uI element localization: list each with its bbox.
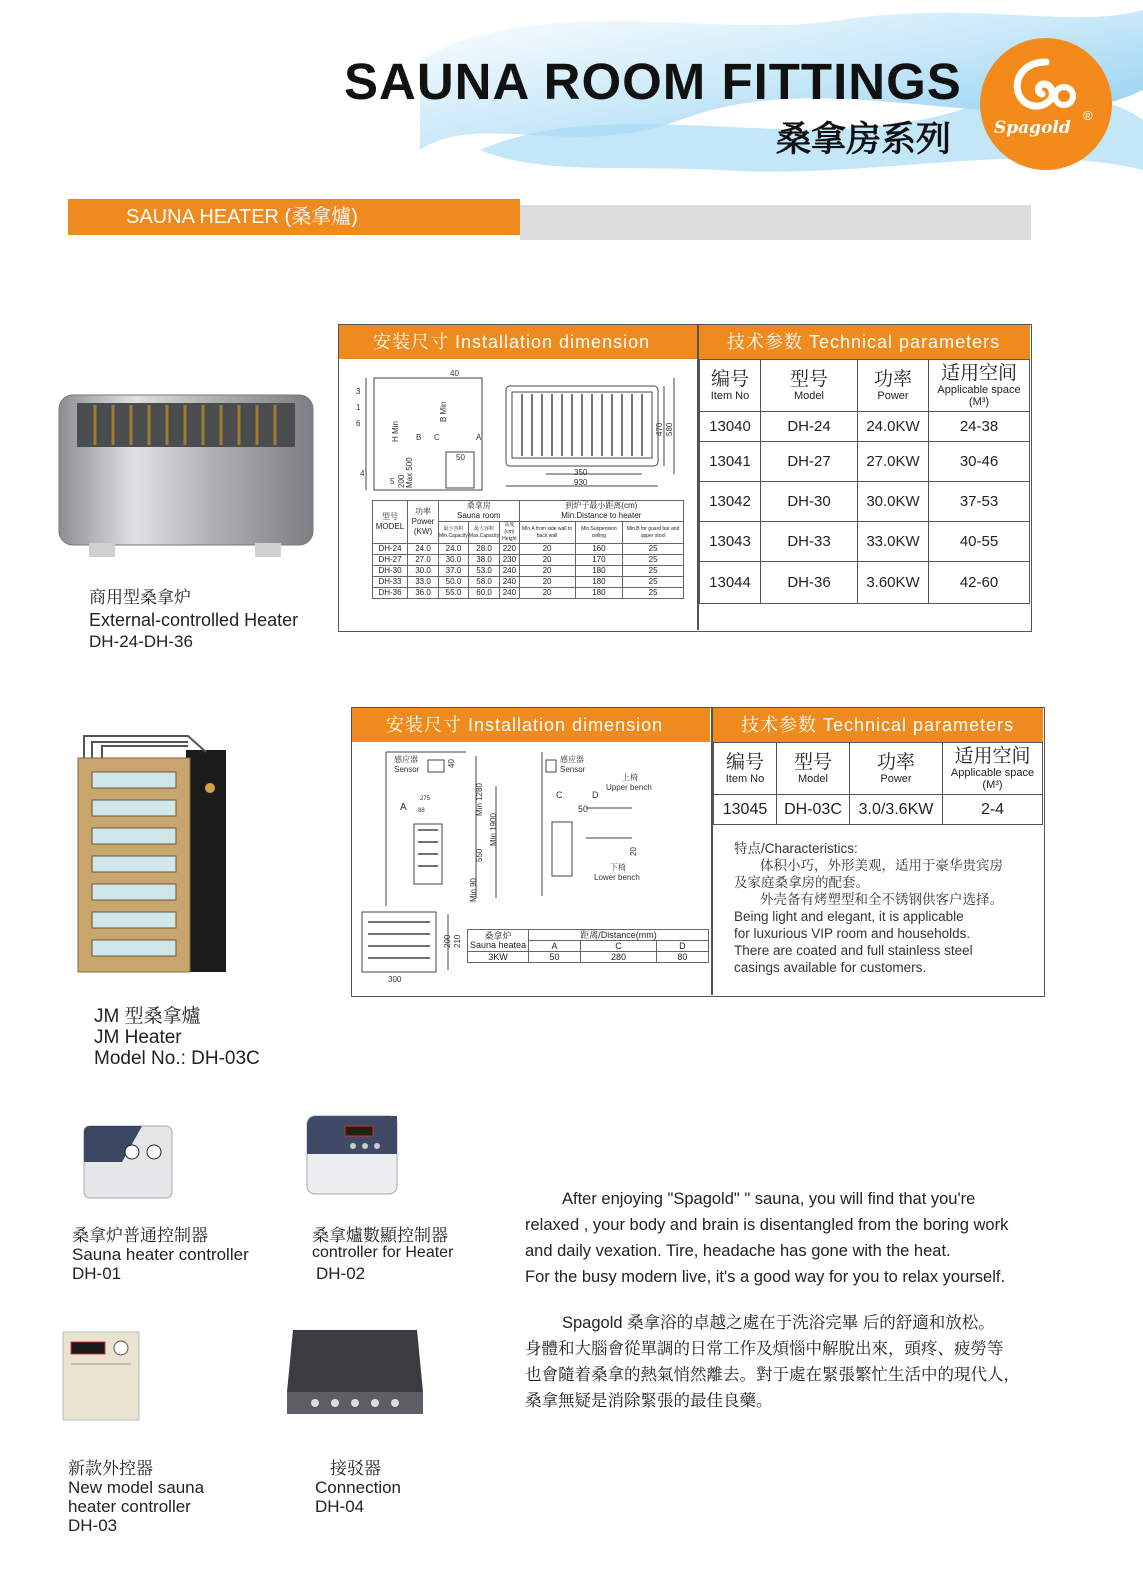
external-heater-image (55, 385, 317, 560)
p2-label-min90: Min 90 (469, 877, 478, 902)
product1-installation-drawing (346, 364, 692, 496)
connector-dh04-image (285, 1322, 425, 1418)
drawing-label-1: 1 (356, 403, 361, 412)
p2-label-c: C (556, 790, 563, 800)
product1-install-header: 安装尺寸 Installation dimension (339, 325, 697, 359)
drawing-label-h-min: H Min (391, 421, 400, 442)
dim-h-maxcap-en: Max.Capacity (468, 532, 500, 539)
table-row: 3KW 50 280 80 (468, 952, 709, 963)
controller3-cn: 新款外控器 (68, 1459, 153, 1478)
p2-label-88: 88 (418, 808, 425, 814)
controller4-en: Connection (315, 1478, 402, 1497)
dim-h-b: Min.Suspension ceiling (575, 522, 623, 544)
dim-h-dist-en: Min.Distance to heater (561, 511, 642, 520)
description-chinese: Spagold 桑拿浴的卓越之處在于洗浴完畢 后的舒適和放松。 身體和大腦會從單調的日常工作及煩惱中解脫出來，頭疼、疲勞等 也會隨着桑拿的熱氣悄然離去。對于處在緊張繁忙生活中的現代人， 桑拿無疑是消除緊張的最佳良藥。 (525, 1314, 1020, 1410)
characteristics-title: 特点/Characteristics: (734, 841, 858, 856)
p2-label-40: 40 (447, 759, 456, 768)
table-row: 13044 DH-36 3.60KW 42-60 (700, 562, 1030, 604)
p2-label-min1900: Min 1900 (489, 813, 498, 846)
controller3-model: DH-03 (68, 1516, 118, 1535)
drawing-label-580: 580 (665, 422, 674, 436)
table-row: 13042 DH-30 30.0KW 37-53 (700, 482, 1030, 522)
table-row: DH-33 33.0 50.0 58.0 240 20 180 25 (373, 577, 684, 588)
drawing-label-5: 5 (390, 477, 395, 486)
table-row: 13045 DH-03C 3.0/3.6KW 2-4 (714, 795, 1043, 825)
drawing-label-350: 350 (574, 468, 588, 477)
p2-upper-cn: 上椅 (622, 773, 638, 782)
product2-distance-table: 桑拿炉 Sauna heatea 距离/Distance(mm) A C D 3KW 50 280 80 (467, 929, 709, 963)
p2-h-heater-cn: 桑拿炉 (484, 930, 512, 941)
dim-h-model-cn: 型号 (382, 512, 398, 521)
product1-tech-table: 编号 Item No 型号 Model 功率 Power 适用空间 Applicable space (M³) 13040 DH-24 24.0KW 24-38 13041 DH-27 27.0KW 30-46 13042 DH-30 30.0KW 37-53 13043 DH-33 33.0KW 40-55 13044 DH-36 3.60KW 42-60 (699, 359, 1030, 604)
drawing-label-max: Max 500 (405, 457, 414, 488)
controller3-en2: heater controller (68, 1497, 191, 1516)
p2-label-d: D (592, 790, 599, 800)
drawing-label-40: 40 (450, 369, 459, 378)
p2-sensor-cn: 感应器 (394, 755, 418, 764)
controller2-model: DH-02 (316, 1264, 366, 1283)
drawing-label-200: 200 (397, 474, 406, 488)
controller-dh03-image (61, 1330, 141, 1422)
p2-label-210: 210 (453, 934, 462, 948)
product1-dimension-table (372, 500, 684, 599)
product1-cn-name: 商用型桑拿炉 (89, 588, 191, 607)
table-row: 13041 DH-27 27.0KW 30-46 (700, 442, 1030, 482)
product2-tech-table: 编号 Item No 型号 Model 功率 Power 适用空间 Applicable space (M³) 13045 DH-03C 3.0/3.6KW 2-4 (713, 742, 1043, 825)
controller2-en: controller for Heater (312, 1244, 454, 1261)
p2-label-20: 20 (629, 847, 638, 856)
controller1-en: Sauna heater controller (72, 1245, 249, 1264)
p2-label-200: 200 (443, 934, 452, 948)
description-english: After enjoying "Spagold" " sauna, you will find that you're relaxed , your body and brain is disentangled from the boring work and daily vexation. Tire, headache has gone with the heat. For the busy modern live, it's a good way for you to relax yourself. (525, 1190, 1009, 1286)
drawing-label-4: 4 (360, 469, 365, 478)
p2-label-275: 275 (420, 796, 431, 802)
dim-h-a: Min.A from side wall to back wall (519, 522, 575, 544)
p2-h-distance: 距离/Distance(mm) (529, 930, 709, 941)
table-row: DH-27 27.0 30.0 38.0 230 20 170 25 (373, 555, 684, 566)
dim-h-model-en: MODEL (375, 522, 405, 531)
product1-tech-header: 技术参数 Technical parameters (699, 325, 1030, 359)
section-title-band: SAUNA HEATER (桑拿爐) (68, 199, 520, 235)
section-band-gray (520, 205, 1031, 240)
controller3-en1: New model sauna (68, 1478, 205, 1497)
table-row: DH-36 36.0 55.0 60.0 240 20 180 25 (373, 588, 684, 599)
spagold-logo (980, 38, 1112, 170)
p2-label-50: 50 (578, 804, 589, 814)
dim-h-power-cn: 功率 (415, 507, 431, 516)
controller-dh02-image (305, 1114, 399, 1196)
drawing-label-930: 930 (574, 478, 588, 487)
controller-dh01-image (82, 1122, 174, 1202)
table-row: 13040 DH-24 24.0KW 24-38 (700, 412, 1030, 442)
drawing-label-3: 3 (356, 387, 361, 396)
product1-en-name: External-controlled Heater (89, 610, 299, 630)
table-row: DH-24 24.0 24.0 28.0 220 20 160 25 (373, 544, 684, 555)
page-subtitle-cn: 桑拿房系列 (776, 120, 952, 159)
controller4-cn: 接驳器 (330, 1459, 381, 1478)
controller1-model: DH-01 (72, 1264, 122, 1283)
dim-h-c: Min.B for guard bar and upper stool (623, 522, 684, 544)
p2-label-a: A (400, 802, 407, 813)
p2-h-heater-en: Sauna heatea (469, 939, 527, 950)
table-row: 13043 DH-33 33.0KW 40-55 (700, 522, 1030, 562)
product2-cn-name: JM 型桑拿爐 (94, 1006, 201, 1027)
dim-h-mincap-en: Min.Capacity (439, 532, 468, 539)
drawing-label-50: 50 (456, 453, 465, 462)
dim-h-height-en: Height (502, 536, 517, 542)
dim-h-height-cn: 高度(cm) (504, 522, 515, 535)
controller2-cn: 桑拿爐數顯控制器 (312, 1226, 448, 1245)
product2-install-header: 安装尺寸 Installation dimension (352, 708, 710, 742)
product2-model: Model No.: DH-03C (94, 1048, 260, 1069)
dim-h-power-en: Power (411, 517, 435, 526)
drawing-label-470: 470 (655, 422, 664, 436)
dim-h-power-unit: (KW) (413, 527, 433, 536)
logo-brand-text: Spagold (994, 118, 1071, 138)
p2-upper-en: Upper bench (606, 783, 652, 792)
product2-characteristics: 特点/Characteristics: 体积小巧，外形美观，适用于豪华贵宾房 及家庭桑拿房的配套。 外壳备有烤塑型和全不锈钢供客户选择。 Being light and elegant, it is applicable for luxurious VIP room and households. There are coated and full stainless steel casings available for customers. (734, 840, 1034, 976)
p2-sensor2-cn: 感应器 (560, 755, 584, 764)
product2-en-name: JM Heater (94, 1027, 182, 1048)
dim-h-maxcap-cn: 最大容积 (474, 525, 495, 532)
product2-tech-header: 技术参数 Technical parameters (713, 708, 1043, 742)
drawing-label-6: 6 (356, 419, 361, 428)
drawing-label-b-min: B Min (439, 401, 448, 422)
dim-h-room-cn: 桑拿房 (466, 501, 491, 510)
logo-registered-mark: ® (1083, 108, 1093, 123)
p2-lower-cn: 下椅 (610, 863, 626, 872)
jm-heater-image (76, 728, 228, 974)
logo-swirl-icon (1008, 56, 1084, 116)
p2-lower-en: Lower bench (594, 873, 640, 882)
dim-h-mincap-cn: 最小容积 (443, 525, 464, 532)
table-row: DH-30 30.0 37.0 53.0 240 20 180 25 (373, 566, 684, 577)
page-title: SAUNA ROOM FITTINGS (344, 53, 962, 110)
p2-label-min1280: Min 1280 (475, 783, 484, 816)
p2-label-550: 550 (475, 848, 484, 862)
drawing-label-b: B (416, 433, 422, 442)
product1-models: DH-24-DH-36 (89, 632, 193, 651)
dim-h-room-en: Sauna room (457, 511, 501, 520)
drawing-label-c: C (434, 433, 440, 442)
p2-label-300: 300 (388, 975, 402, 984)
p2-sensor-en: Sensor (394, 765, 420, 774)
p2-sensor2-en: Sensor (560, 765, 586, 774)
dim-h-dist-cn: 到炉子最小距离(cm) (565, 501, 638, 510)
controller4-model: DH-04 (315, 1497, 365, 1516)
drawing-label-a: A (476, 433, 482, 442)
controller1-cn: 桑拿炉普通控制器 (72, 1226, 208, 1245)
